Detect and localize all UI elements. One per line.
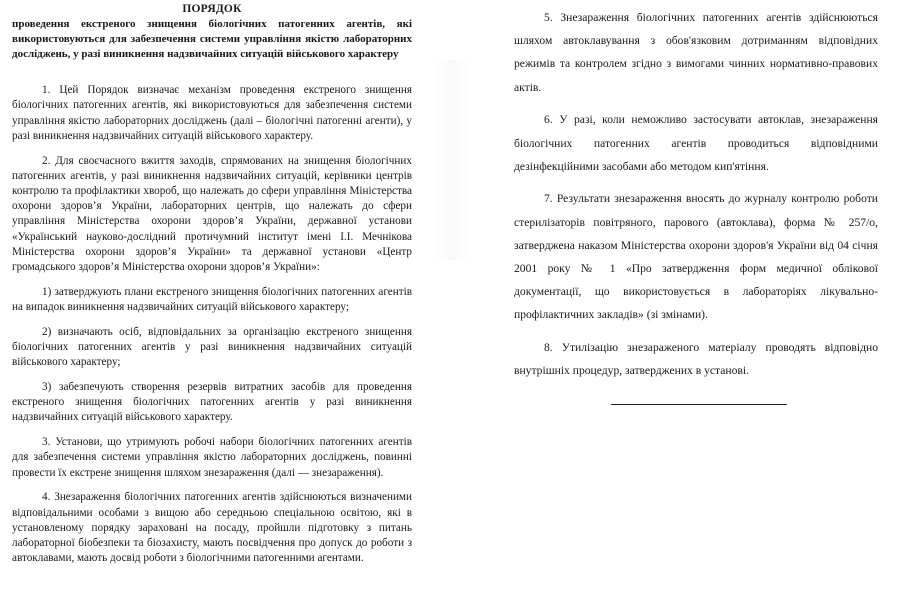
paragraph-3: 3. Установи, що утримують робочі набори біологічних патогенних агентів для забезпечення системи управління якістю лабораторних досліджень, повинні провести їх екстрене знищення шляхом знезараження (далі — знезараження).	[12, 436, 412, 479]
subparagraph-2-2: 2) визначають осіб, відповідальних за організацію екстреного знищення біологічних патогенних агентів у разі виникнення надзвичайних ситуацій військового характеру;	[12, 325, 412, 369]
paragraph-2: 2. Для своєчасного вжиття заходів, спрямованих на знищення біологічних патогенних агентів, у разі виникнення надзвичайних ситуацій, керівники центрів контролю та профілактики хвороб, що належать до сфери управління Міністерства охорони здоров’я України, лабораторних центрів, що належать до сфери управління Міністерства охорони здоров’я України, державної установи «Український науково-дослідний протичумний інститут імені І.І. Мечнікова Міністерства охорони здоров’я України» та державної установи «Центр громадського здоров’я Міністерства охорони здоров’я України»:	[12, 154, 412, 274]
left-column	[12, 2, 412, 575]
scan-shadow	[432, 60, 472, 260]
paragraph-8: 8. Утилізацію знезараженого матеріалу проводять відповідно внутрішніх процедур, затверджених в установі.	[514, 341, 878, 378]
paragraph-7: 7. Результати знезараження вносять до журналу контролю роботи стерилізаторів повітряного, парового (автоклава), форма № 257/о, затверджена наказом Міністерства охорони здоров'я України від 04 січня 2001 року № 1 «Про затвердження форм медичної облікової документації, що використовується в лабораторіях лікувально-профілактичних закладів» (зі змінами).	[514, 192, 878, 322]
paragraph-5: 5. Знезараження біологічних патогенних агентів здійснюються шляхом автоклавування з обов'язковим дотриманням відповідних режимів та контролем згідно з вимогами чинних нормативно-правових актів.	[514, 11, 878, 94]
subparagraph-2-1: 1) затверджують плани екстреного знищення біологічних патогенних агентів на випадок виникнення надзвичайних ситуацій військового характеру;	[12, 285, 412, 314]
right-column	[514, 6, 878, 392]
subparagraph-2-3: 3) забезпечують створення резервів витратних засобів для проведення екстреного знищення біологічних патогенних агентів у разі виникнення надзвичайних ситуацій військового характеру.	[12, 381, 412, 424]
paragraph-6: 6. У разі, коли неможливо застосувати автоклав, знезараження біологічних патогенних агентів проводиться відповідними дезінфекційними засобами або методом кип'ятіння.	[514, 113, 878, 173]
closing-line	[611, 404, 787, 405]
document-title: ПОРЯДОК	[182, 3, 242, 15]
paragraph-4: 4. Знезараження біологічних патогенних агентів здійснюються визначеними відповідальними особами з вищою або середньою спеціальною освітою, які в установленому порядку зараховані на посаду, пройшли підготовку з питань лабораторної біобезпеки та біозахисту, мають посвідчення про допуск до роботи з автоклавами, мають досвід роботи з біологічними патогенними агентами.	[12, 491, 412, 565]
document-subtitle: проведення екстреного знищення біологічних патогенних агентів, які використовуються для забезпечення системи управління якістю лабораторних досліджень, у разі виникнення надзвичайних ситуацій військового характеру	[12, 18, 412, 61]
paragraph-1: 1. Цей Порядок визначає механізм проведення екстреного знищення біологічних патогенних агентів, які використовуються для забезпечення системи управління якістю лабораторних досліджень (далі – біологічні патогенні агенти), у разі виникнення надзвичайних ситуацій військового характеру.	[12, 84, 412, 142]
